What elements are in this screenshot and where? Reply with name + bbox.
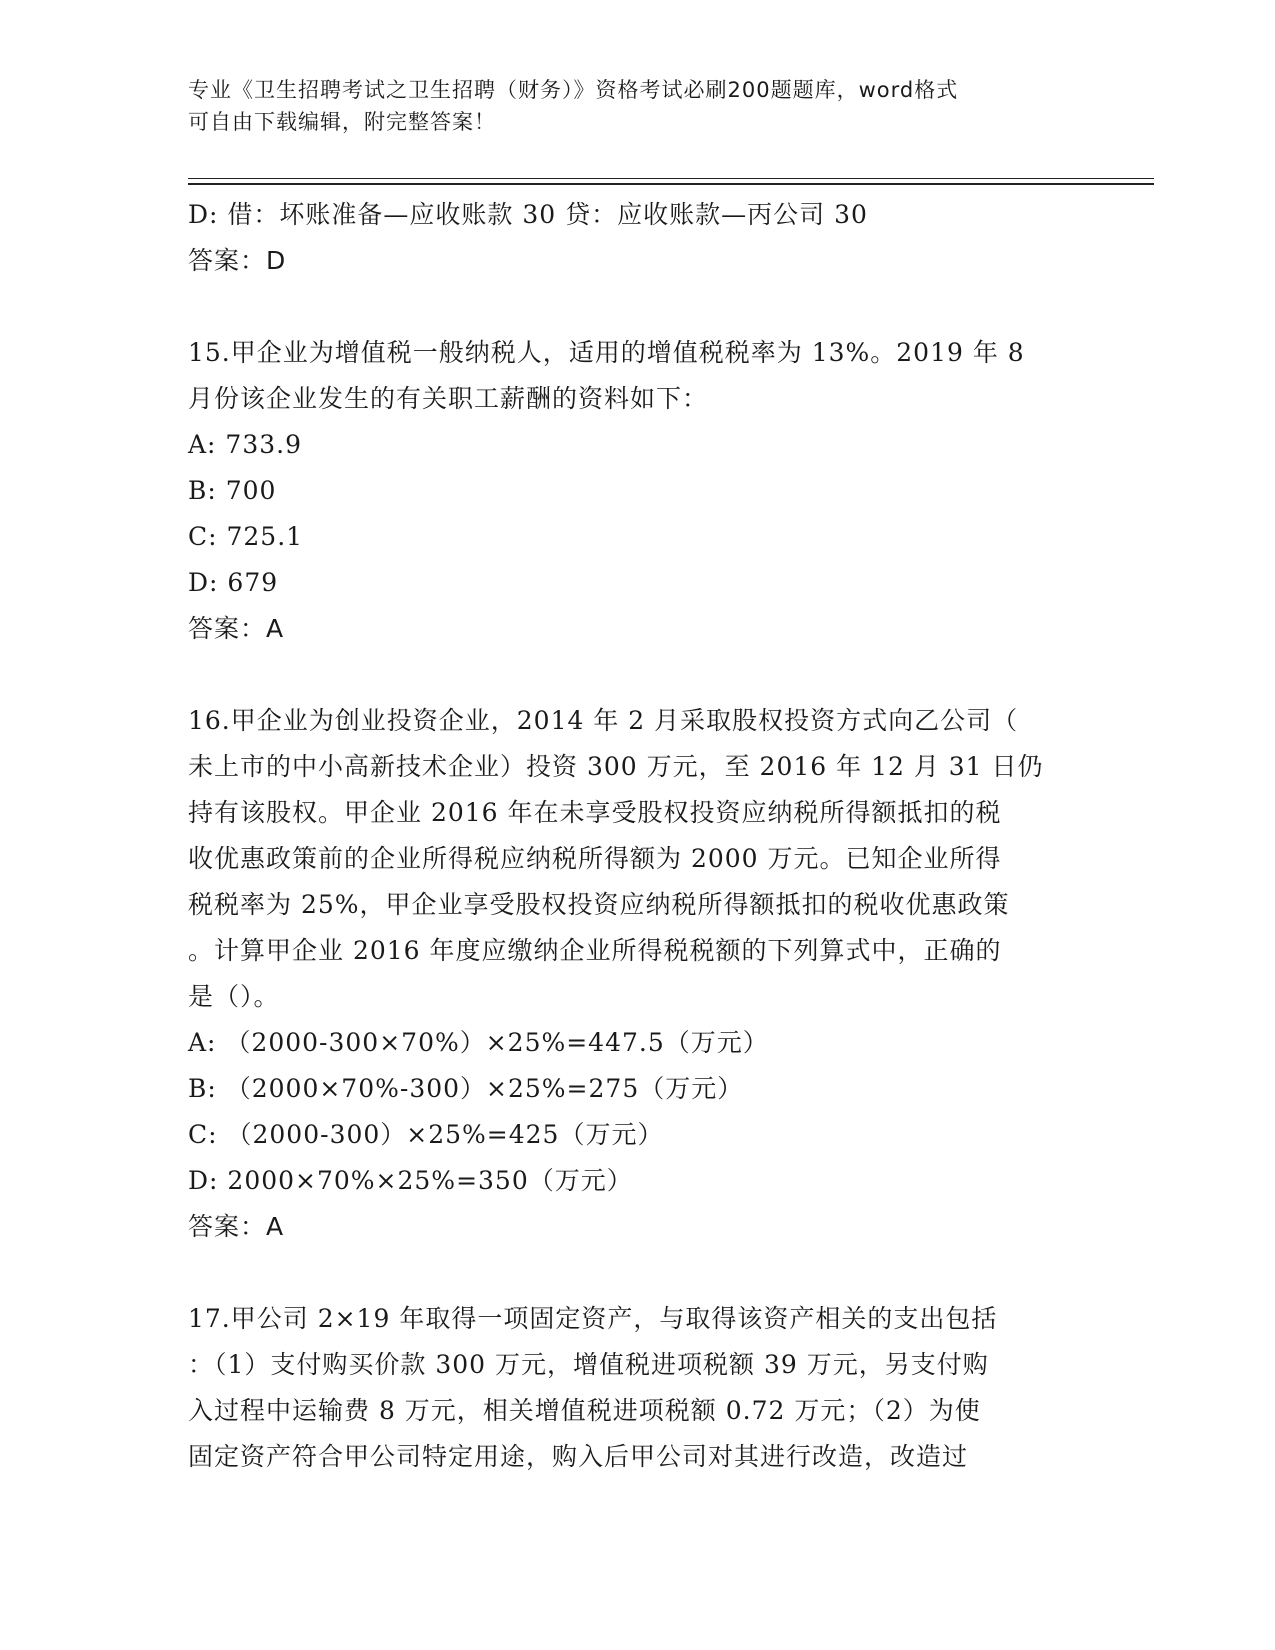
question-text-line: 固定资产符合甲公司特定用途，购入后甲公司对其进行改造，改造过 [188,1442,969,1471]
option-d: D: 2000×70%×25%=350（万元） [188,1166,633,1195]
question-text-line: 入过程中运输费 8 万元，相关增值税进项税额 0.72 万元；（2）为使 [188,1396,981,1425]
option-c: C: （2000-300）×25%=425（万元） [188,1120,664,1149]
option-d: D: 借：坏账准备—应收账款 30 贷：应收账款—丙公司 30 [188,200,868,229]
question-text-line: 税税率为 25%，甲企业享受股权投资应纳税所得额抵扣的税收优惠政策 [188,890,1010,919]
question-text-line: 持有该股权。甲企业 2016 年在未享受股权投资应纳税所得额抵扣的税 [188,798,1002,827]
question-17 [188,1296,1088,1480]
question-text-line: 17.甲公司 2×19 年取得一项固定资产，与取得该资产相关的支出包括 [188,1304,998,1333]
question-text-line: 。计算甲企业 2016 年度应缴纳企业所得税税额的下列算式中，正确的 [188,936,1002,965]
question-text-line: 未上市的中小高新技术企业）投资 300 万元，至 2016 年 12 月 31 日仍 [188,752,1044,781]
document-header [188,74,1088,138]
question-text-line: 收优惠政策前的企业所得税应纳税所得额为 2000 万元。已知企业所得 [188,844,1002,873]
header-title-line-1: 专业《卫生招聘考试之卫生招聘（财务）》资格考试必刷200题题库，word格式 [188,78,959,102]
option-b: B: 700 [188,476,277,505]
option-c: C: 725.1 [188,522,304,551]
answer-line: 答案：D [188,246,287,275]
question-text-line: 月份该企业发生的有关职工薪酬的资料如下： [188,384,709,413]
header-title-line-2: 可自由下载编辑，附完整答案！ [188,110,496,134]
option-d: D: 679 [188,568,279,597]
document-body [188,192,1088,1480]
question-text-line: 15.甲企业为增值税一般纳税人，适用的增值税税率为 13%。2019 年 8 [188,338,1025,367]
question-text-line: 16.甲企业为创业投资企业，2014 年 2 月采取股权投资方式向乙公司（ [188,706,1019,735]
option-b: B: （2000×70%-300）×25%=275（万元） [188,1074,744,1103]
question-text-line: 是（）。 [188,982,280,1011]
spacer [188,1250,1088,1296]
answer-line: 答案：A [188,614,285,643]
header-divider-thin [188,178,1154,179]
option-a: A: 733.9 [188,430,302,459]
spacer [188,652,1088,698]
question-15 [188,330,1088,652]
question-text-line: ：（1）支付购买价款 300 万元，增值税进项税额 39 万元，另支付购 [188,1350,989,1379]
header-divider-thick [188,183,1154,185]
previous-question-tail [188,192,1088,284]
answer-line: 答案：A [188,1212,285,1241]
question-16 [188,698,1088,1250]
option-a: A: （2000-300×70%）×25%=447.5（万元） [188,1028,769,1057]
spacer [188,284,1088,330]
